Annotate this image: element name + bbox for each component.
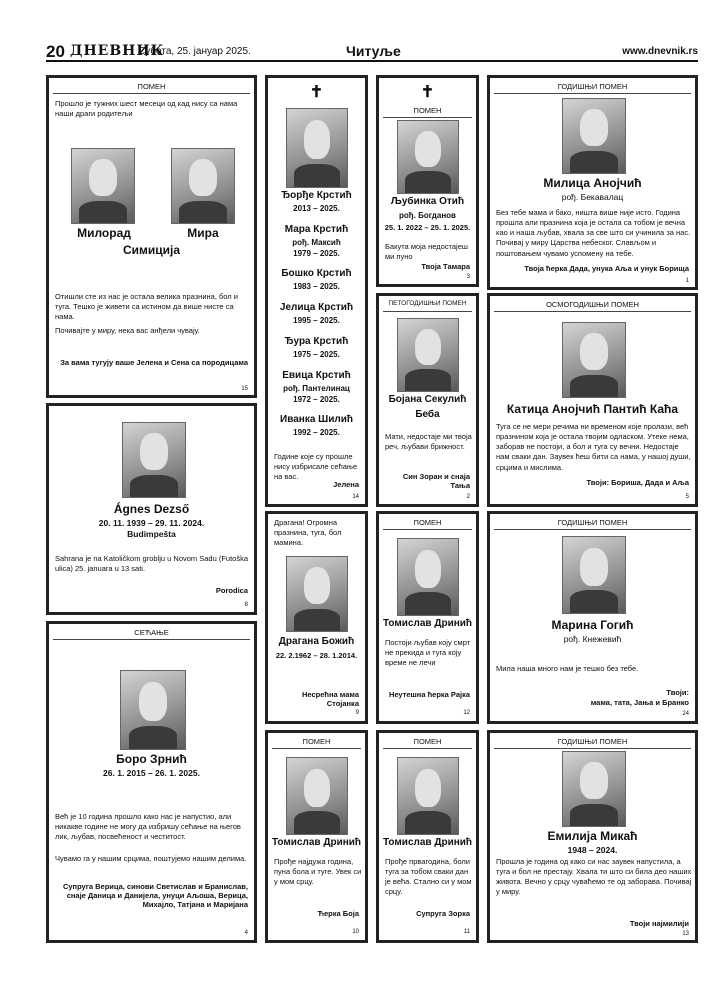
portrait-photo — [171, 148, 235, 224]
notice-label: ОСМОГОДИШЊИ ПОМЕН — [546, 300, 639, 309]
notice-mikac — [487, 730, 698, 943]
deceased-name: Томислав Дринић — [382, 837, 473, 848]
deceased-name: Евица Крстић — [282, 370, 351, 381]
notice-text: Већ је 10 година прошло како нас је напустио, али никакве године не могу да избришу сећање на његов лик, љубав, посвећеност и честитост. — [55, 812, 241, 842]
notice-text: Отишли сте из нас је остала велика празнина, бол и туга. Тешко је живети са истином да више нисте са нама. — [55, 292, 238, 322]
notice-text: Године које су прошле нису избрисале сећање на вас. — [274, 452, 358, 482]
notice-label: ГОДИШЊИ ПОМЕН — [557, 518, 628, 527]
divider — [494, 529, 691, 530]
notice-label: ГОДИШЊИ ПОМЕН — [557, 82, 628, 91]
notice-anojcic — [487, 75, 698, 290]
portrait-photo — [122, 422, 186, 498]
portrait-photo — [120, 670, 186, 750]
notice-label: ПЕТОГОДИШЊИ ПОМЕН — [388, 300, 467, 307]
cross-icon: ✝ — [309, 84, 324, 101]
maiden-name: рођ. Пантелинац — [283, 384, 350, 393]
notice-number: 24 — [682, 711, 689, 717]
divider — [494, 748, 691, 749]
notice-text: Бакута моја недостајеш ми пуно — [385, 242, 468, 262]
page-number: 20 — [46, 42, 65, 61]
divider — [494, 311, 691, 312]
divider — [494, 93, 691, 94]
notice-text: Без тебе мама и бако, ништа више није исто. Година прошла али празнина која је остала са тобом је вечна као и наша љубав, хвала за све што си учинила за нас. Почивај у миру Царства небеског. Слављом и поштовањем чувамо успомену на тебе. — [496, 208, 691, 258]
notice-number: 15 — [241, 386, 248, 392]
maiden-name: рођ. Богданов — [399, 211, 456, 220]
notice-signature: Твоја ћерка Дада, унука Аља и унук Борища — [524, 264, 689, 273]
notice-label: СЕЋАЊЕ — [134, 628, 169, 637]
notice-bozic — [265, 511, 368, 724]
notice-number: 14 — [352, 494, 359, 500]
divider — [383, 117, 472, 118]
life-dates: 22. 2.1962 – 28. 1.2014. — [275, 651, 358, 660]
notice-number: 5 — [685, 494, 689, 500]
notice-signature: Ћерка Боја — [317, 909, 359, 918]
section-title: Читуље — [346, 43, 401, 59]
portrait-photo — [562, 536, 626, 614]
notice-signature: Супруга Зорка — [416, 909, 470, 918]
deceased-name: Мира — [187, 226, 219, 240]
notice-signature: Супруга Верица, синови Светислав и Бранислав, снаје Даница и Данијела, унуци Аљоша, Верица, Михајло, Татјана и Маријана — [62, 882, 248, 909]
notice-dezso — [46, 403, 257, 615]
life-dates: 25. 1. 2022 – 25. 1. 2025. — [384, 223, 471, 232]
deceased-name: Емилија Микаћ — [547, 829, 638, 843]
deceased-name: Томислав Дринић — [382, 618, 473, 629]
life-dates: 1948 – 2024. — [567, 845, 618, 855]
divider — [383, 529, 472, 530]
maiden-name: рођ. Бекавалац — [561, 192, 624, 202]
notice-signature: мама, тата, Јања и Бранко — [590, 698, 689, 707]
portrait-photo — [562, 322, 626, 398]
portrait-photo — [286, 556, 348, 632]
portrait-photo — [71, 148, 135, 224]
portrait-photo — [397, 757, 459, 835]
notice-otic — [376, 75, 479, 287]
notice-text: Почивајте у миру, нека вас анђели чувају. — [55, 326, 200, 335]
deceased-name: Милорад — [77, 226, 131, 240]
life-dates: 1992 – 2025. — [293, 428, 340, 437]
notice-text: Мати, недостаје ми твоја реч, љубави брижност. — [385, 432, 472, 452]
divider — [53, 639, 250, 640]
notice-number: 13 — [682, 931, 689, 937]
notice-number: 10 — [352, 929, 359, 935]
notice-signature: Син Зоран и снаја Тања — [402, 472, 470, 490]
life-dates: 26. 1. 2015 – 26. 1. 2025. — [103, 768, 200, 778]
life-dates: 1983 – 2025. — [293, 282, 340, 291]
notice-signature: Твоји најмилији — [629, 919, 689, 928]
notice-text: Мила наша много нам је тешко без тебе. — [496, 664, 639, 673]
deceased-name: Љубинка Отић — [390, 196, 465, 207]
notice-text: Прошла је година од како си нас заувек напустила, а туга и бол не престају. Хвала ти што си била део наших живота. Вечно у срцу чуваћемо те од заборава. Почивај у миру. — [496, 857, 692, 897]
notice-number: 3 — [466, 274, 470, 280]
portrait-photo — [397, 538, 459, 616]
deceased-name: Боро Зрнић — [116, 752, 187, 766]
newspaper-logo: ДНЕВНИК — [70, 43, 165, 59]
notice-label: ПОМЕН — [413, 518, 442, 527]
page-header — [46, 40, 698, 62]
notice-number: 4 — [244, 930, 248, 936]
notice-text: Чувамо га у нашим срцима, поштујемо нашим делима. — [55, 854, 247, 863]
notice-signature: За вама тугују ваше Јелена и Сена са породицама — [60, 358, 248, 367]
life-dates: 1972 – 2025. — [293, 395, 340, 404]
notice-signature: Твоји: — [666, 688, 689, 697]
portrait-photo — [397, 318, 459, 392]
notice-intro: Драгана! Огромна празнина, туга, бол мамина. — [274, 518, 342, 548]
notice-number: 2 — [466, 494, 470, 500]
maiden-name: рођ. Максић — [292, 238, 341, 247]
notice-text: Sahrana je na Katoličkom groblju u Novom Sadu (Futoška ulica) 25. januara u 13 sati. — [55, 554, 249, 574]
deceased-name: Иванка Шилић — [280, 414, 353, 425]
notice-signature: Твоји: Бориша, Дада и Аља — [586, 478, 689, 487]
portrait-photo — [562, 751, 626, 827]
notice-signature: Porodica — [215, 586, 248, 595]
notice-label: ПОМЕН — [137, 82, 166, 91]
divider — [383, 311, 472, 312]
deceased-name: Ágnes Dezső — [113, 502, 190, 516]
deceased-name: Томислав Дринић — [271, 837, 362, 848]
notice-text: Туга се не мери речима ни временом које пролази, већ празнином која је остала твојим одласком. Утеке нема, заборав не постоји, а бол и туга су вечни. Недостаје нам сваки дан. Заувек ћеш бити са нама, у нашој души, срцима и мислима. — [496, 422, 691, 472]
deceased-name: Ђорђе Крстић — [281, 190, 352, 201]
divider — [383, 748, 472, 749]
deceased-surname: Симиција — [122, 243, 181, 257]
portrait-photo — [286, 108, 348, 188]
notice-label: ПОМЕН — [413, 106, 442, 115]
website-link[interactable]: www.dnevnik.rs — [622, 46, 698, 57]
notice-signature: Неутешна ћерка Рајка — [388, 690, 470, 699]
divider — [53, 93, 250, 94]
deceased-name: Драгана Божић — [278, 636, 355, 647]
notice-katica — [487, 293, 698, 507]
notice-drinic-1 — [376, 511, 479, 724]
deceased-name: Милица Анојчић — [543, 176, 642, 190]
notice-drinic-3 — [376, 730, 479, 943]
notice-label: ПОМЕН — [302, 737, 331, 746]
notice-simicija — [46, 75, 257, 398]
life-dates: 1975 – 2025. — [293, 350, 340, 359]
notice-number: 11 — [463, 929, 470, 935]
deceased-name: Марина Гогић — [551, 618, 634, 632]
cross-icon: ✝ — [420, 84, 435, 101]
notice-gogic — [487, 511, 698, 724]
notice-signature: Твоја Тамара — [421, 262, 470, 271]
notice-number: 9 — [355, 710, 359, 716]
life-dates: 1995 – 2025. — [293, 316, 340, 325]
issue-date: Субота, 25. јануар 2025. — [138, 46, 251, 57]
notice-text: Постоји љубав коју смрт не прекида и туга коју време не лечи — [385, 638, 471, 668]
notice-number: 12 — [463, 710, 470, 716]
place-of-death: Budimpešta — [127, 529, 176, 539]
notice-text: Прође првагодина, боли туга за тобом сваки дан је већа. Стално си у мом срцу. — [385, 857, 472, 897]
notice-krstic — [265, 75, 368, 507]
portrait-photo — [562, 98, 626, 174]
notice-label: ПОМЕН — [413, 737, 442, 746]
deceased-name: Катица Анојчић Пантић Каћа — [506, 402, 679, 416]
deceased-name: Бојана Секулић — [388, 394, 467, 405]
notice-sekulic — [376, 293, 479, 507]
notice-signature: Несрећна мама Стојанка — [301, 690, 359, 708]
notice-number: 1 — [685, 278, 689, 284]
deceased-name: Мара Крстић — [284, 224, 349, 235]
life-dates: 2013 – 2025. — [293, 204, 340, 213]
maiden-name: рођ. Кнежевић — [563, 634, 622, 644]
portrait-photo — [286, 757, 348, 835]
deceased-name: Бошко Крстић — [281, 268, 352, 279]
life-dates: 1979 – 2025. — [293, 249, 340, 258]
life-dates: 20. 11. 1939 – 29. 11. 2024. — [98, 518, 205, 528]
deceased-name: Ђура Крстић — [284, 336, 349, 347]
notice-text: Прође најдужа година, пуна бола и туге. Увек си у мом срцу. — [274, 857, 362, 887]
divider — [272, 748, 361, 749]
notice-intro: Прошло је тужних шест месеци од кад нису са нама наши драги родитељи — [55, 99, 238, 119]
deceased-nickname: Беба — [415, 409, 440, 420]
notice-signature: Јелена — [333, 480, 359, 489]
notice-drinic-2 — [265, 730, 368, 943]
notice-zrnic — [46, 621, 257, 943]
deceased-name: Јелица Крстић — [279, 302, 354, 313]
notice-number: 8 — [244, 602, 248, 608]
portrait-photo — [397, 120, 459, 194]
notice-label: ГОДИШЊИ ПОМЕН — [557, 737, 628, 746]
